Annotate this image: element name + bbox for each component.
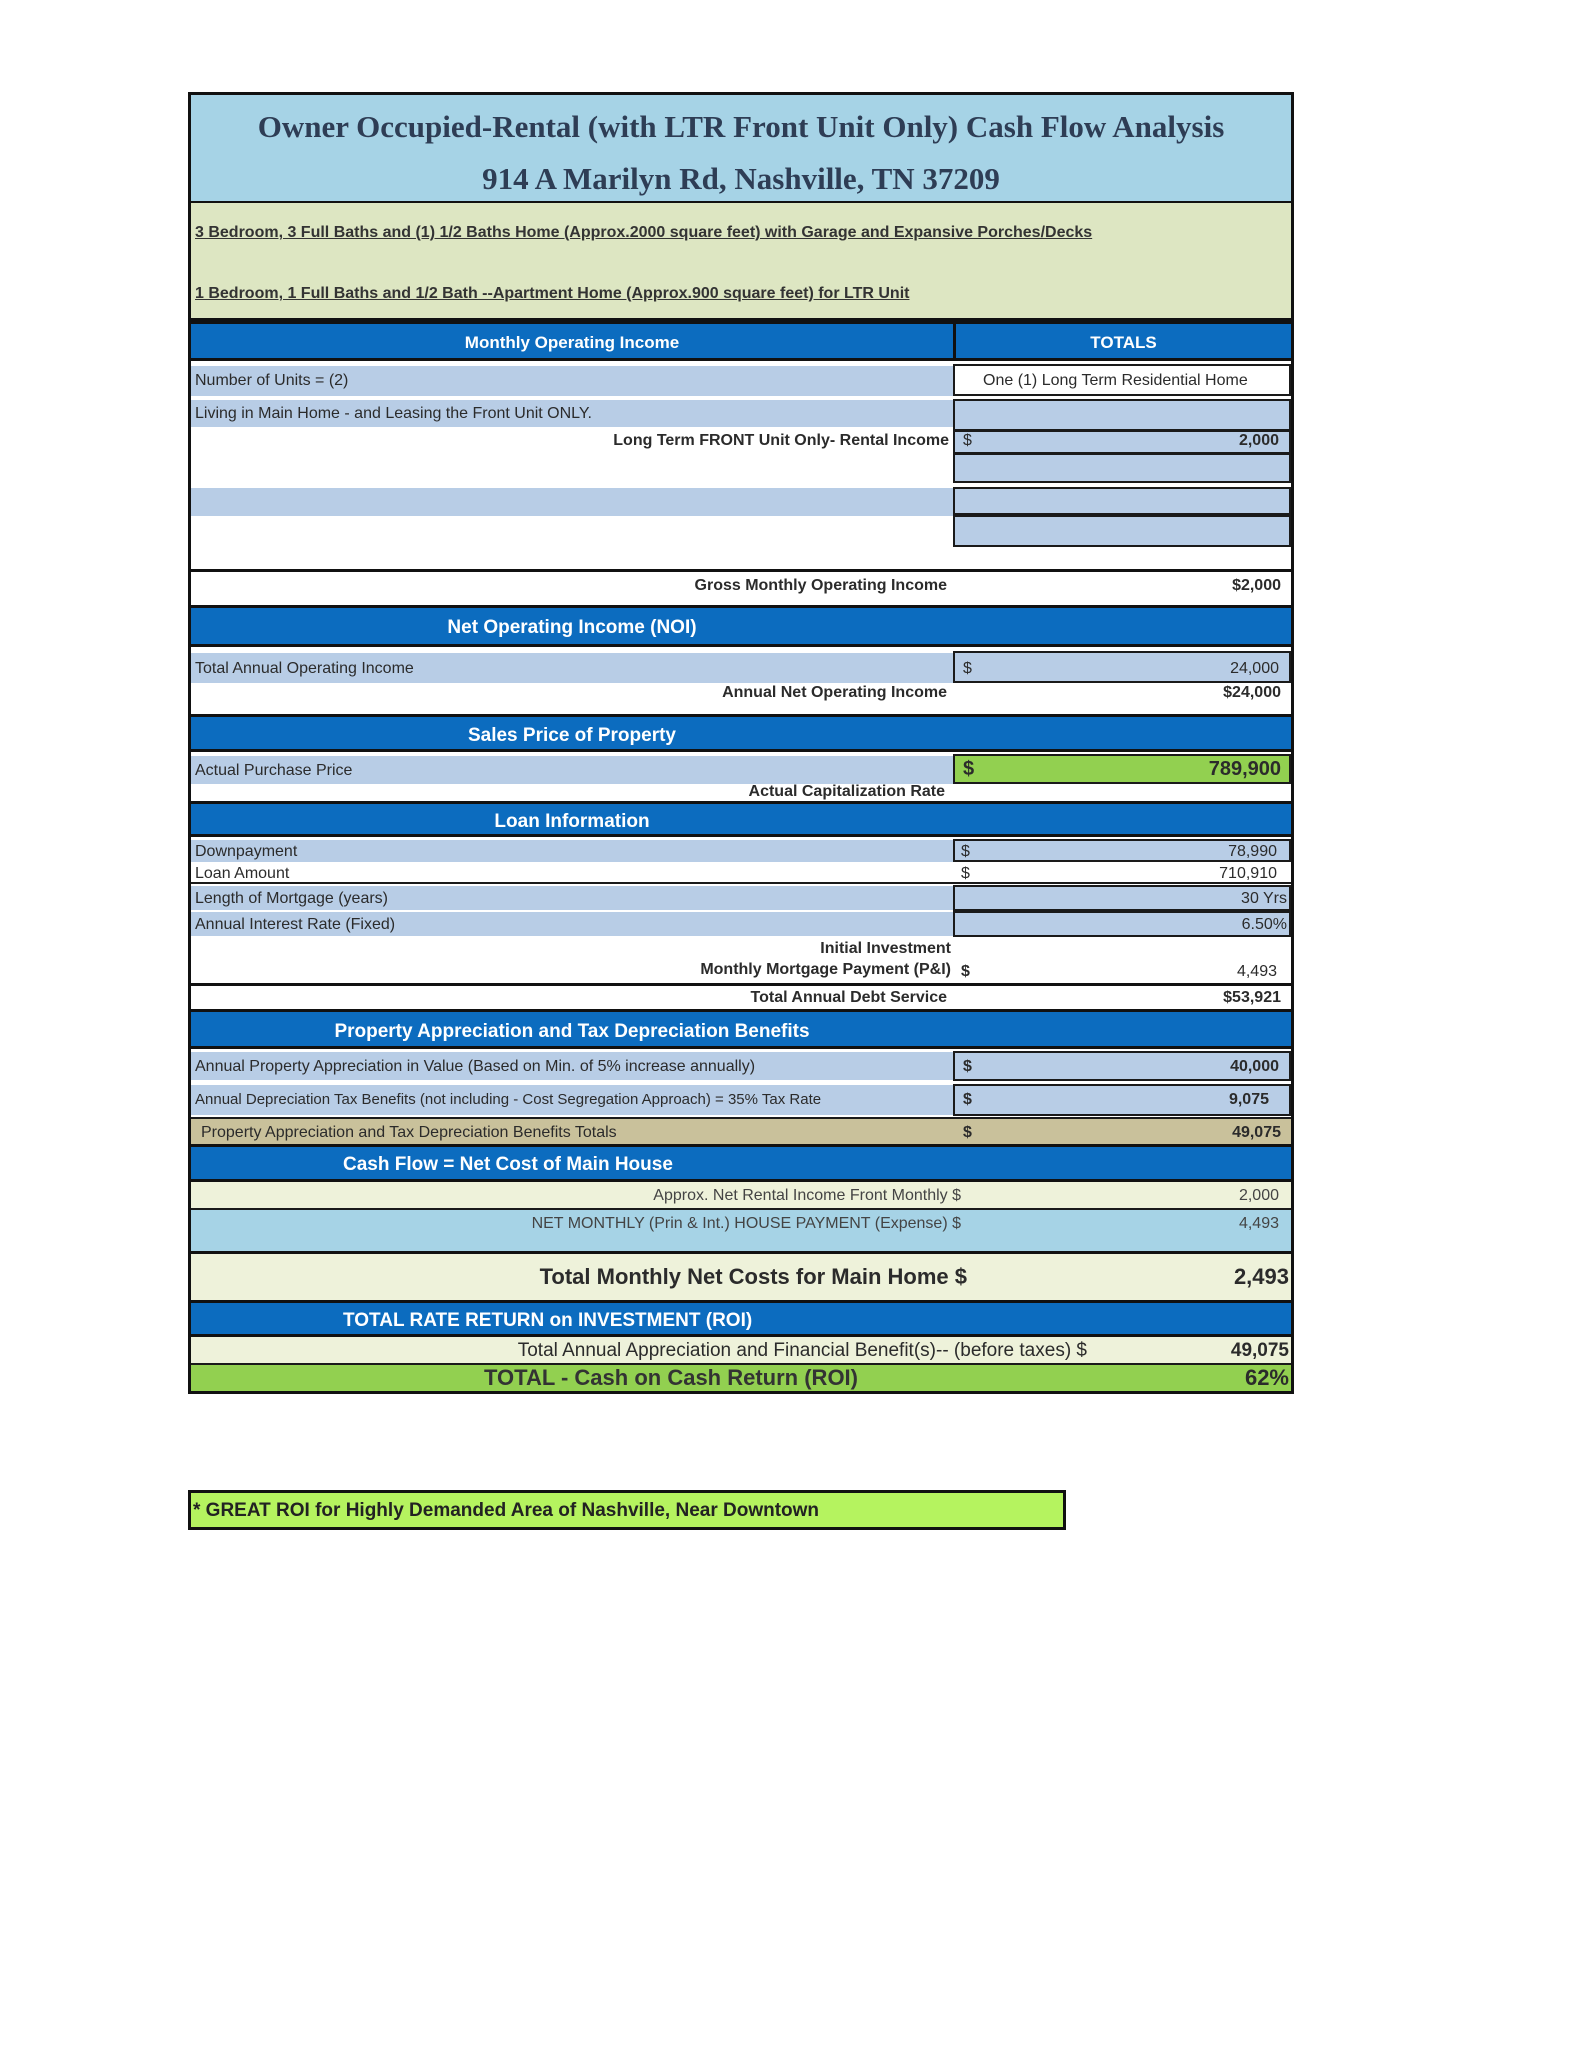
benefits-totals-value: 49,075	[1232, 1124, 1281, 1141]
sheet-title: Owner Occupied-Rental (with LTR Front Unit Only) Cash Flow Analysis	[257, 109, 1225, 144]
units-label: Number of Units = (2)	[195, 372, 349, 389]
loan-header	[191, 801, 1291, 837]
mortgage-length-value: 30 Yrs	[1241, 890, 1287, 907]
total-roi-value: 62%	[1244, 1365, 1289, 1390]
property-address: 914 A Marilyn Rd, Nashville, TN 37209	[482, 161, 1000, 196]
depreciation-value: 9,075	[1228, 1091, 1269, 1108]
downpayment-label: Downpayment	[195, 843, 298, 860]
annual-income-label: Total Annual Operating Income	[195, 660, 414, 677]
benefit-row	[191, 1337, 1291, 1363]
noi-header-label: Net Operating Income (NOI)	[447, 617, 697, 638]
totals-header-label: TOTALS	[1090, 333, 1157, 352]
house-payment-value: 4,493	[1238, 1215, 1279, 1232]
appreciation-currency: $	[963, 1058, 972, 1075]
total-roi-row	[191, 1363, 1291, 1391]
net-operating-income-value: $24,000	[1223, 684, 1281, 701]
rental-income-currency: $	[963, 432, 972, 449]
annual-income-currency: $	[963, 660, 972, 677]
depreciation-currency: $	[963, 1091, 972, 1108]
noi-header	[191, 605, 1291, 647]
net-cost-label: Total Monthly Net Costs for Main Home $	[539, 1264, 967, 1289]
rental-income-label: Long Term FRONT Unit Only- Rental Income	[613, 432, 949, 449]
loan-header-label: Loan Information	[494, 811, 650, 832]
units-value: One (1) Long Term Residential Home	[983, 372, 1248, 389]
depreciation-label: Annual Depreciation Tax Benefits (not including - Cost Segregation Approach) = 35% Tax Rate	[195, 1091, 822, 1108]
net-operating-income-label: Annual Net Operating Income	[722, 684, 947, 701]
loan-amount-label: Loan Amount	[195, 865, 290, 882]
cashflow-rental-value: 2,000	[1238, 1187, 1279, 1204]
initial-investment-label: Initial Investment	[820, 940, 951, 957]
mortgage-payment-label: Monthly Mortgage Payment (P&I)	[700, 961, 951, 978]
cap-rate-label: Actual Capitalization Rate	[748, 783, 945, 800]
debt-service-row	[191, 983, 1291, 1009]
debt-service-label: Total Annual Debt Service	[750, 989, 947, 1006]
total-roi-label: TOTAL - Cash on Cash Return (ROI)	[483, 1365, 858, 1390]
roi-header-label: TOTAL RATE RETURN on INVESTMENT (ROI)	[343, 1310, 753, 1331]
cashflow-rental-row	[191, 1182, 1291, 1210]
cash-flow-sheet	[188, 92, 1294, 1394]
house-payment-row	[191, 1210, 1291, 1254]
house-payment-label: NET MONTHLY (Prin & Int.) HOUSE PAYMENT (Expense) $	[531, 1215, 961, 1232]
empty-value-cell	[953, 453, 1291, 483]
mortgage-payment-currency: $	[961, 963, 970, 980]
appreciation-label: Annual Property Appreciation in Value (Based on Min. of 5% increase annually)	[195, 1058, 756, 1075]
gross-income-row	[191, 569, 1291, 605]
loan-amount-value: 710,910	[1219, 865, 1277, 882]
empty-value-cell	[953, 515, 1291, 547]
mortgage-length-label: Length of Mortgage (years)	[195, 890, 388, 907]
purchase-price-currency: $	[963, 758, 975, 780]
monthly-income-header	[191, 321, 1291, 361]
description-block	[191, 203, 1291, 321]
roi-note-box	[188, 1490, 1066, 1530]
downpayment-currency: $	[961, 843, 970, 860]
monthly-income-header-label: Monthly Operating Income	[464, 333, 680, 352]
ltr-unit-description: 1 Bedroom, 1 Full Baths and 1/2 Bath --Apartment Home (Approx.900 square feet) for LTR Unit	[195, 285, 910, 302]
appreciation-header	[191, 1009, 1291, 1049]
interest-rate-label: Annual Interest Rate (Fixed)	[195, 916, 396, 933]
gross-income-label: Gross Monthly Operating Income	[694, 577, 947, 594]
appreciation-header-label: Property Appreciation and Tax Depreciation Benefits	[334, 1021, 810, 1042]
purchase-price-value: 789,900	[1208, 758, 1281, 780]
cashflow-header	[191, 1147, 1291, 1182]
annual-income-value: 24,000	[1230, 660, 1279, 677]
cashflow-header-label: Cash Flow = Net Cost of Main House	[343, 1154, 673, 1175]
empty-value-cell	[953, 487, 1291, 515]
benefits-totals-label: Property Appreciation and Tax Depreciation Benefits Totals	[201, 1124, 617, 1141]
rental-income-value: 2,000	[1238, 432, 1279, 449]
main-home-description: 3 Bedroom, 3 Full Baths and (1) 1/2 Baths Home (Approx.2000 square feet) with Garage and Expansive Porches/Decks	[195, 224, 1093, 241]
living-label: Living in Main Home - and Leasing the Front Unit ONLY.	[195, 405, 592, 422]
benefits-totals-currency: $	[963, 1124, 972, 1141]
benefit-label: Total Annual Appreciation and Financial Benefit(s)-- (before taxes) $	[517, 1340, 1087, 1361]
net-cost-row	[191, 1254, 1291, 1300]
benefit-value: 49,075	[1230, 1340, 1289, 1361]
debt-service-value: $53,921	[1223, 989, 1281, 1006]
sales-header-label: Sales Price of Property	[467, 725, 677, 746]
mortgage-payment-value: 4,493	[1236, 963, 1277, 980]
gross-income-value: $2,000	[1232, 577, 1281, 594]
purchase-price-label: Actual Purchase Price	[195, 762, 353, 779]
cashflow-rental-label: Approx. Net Rental Income Front Monthly $	[653, 1187, 961, 1204]
loan-amount-currency: $	[961, 865, 970, 882]
net-cost-value: 2,493	[1233, 1264, 1289, 1289]
appreciation-value: 40,000	[1230, 1058, 1279, 1075]
roi-header	[191, 1300, 1291, 1337]
empty-row	[191, 488, 953, 516]
downpayment-value: 78,990	[1228, 843, 1277, 860]
roi-note-text: * GREAT ROI for Highly Demanded Area of Nashville, Near Downtown	[193, 1500, 820, 1521]
interest-rate-value: 6.50%	[1241, 916, 1287, 933]
sales-header	[191, 714, 1291, 752]
title-block	[191, 95, 1291, 203]
downpayment-row	[191, 840, 953, 862]
living-value-cell	[953, 399, 1291, 431]
